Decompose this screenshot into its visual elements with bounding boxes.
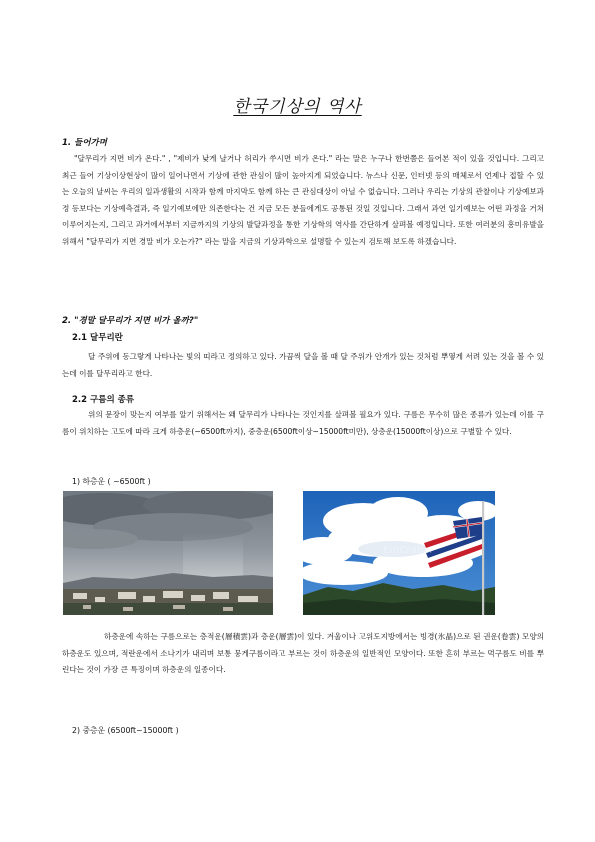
photo-watermark: ErnCraber (383, 545, 434, 556)
subsection-2-1-heading: 2.1 달무리란 (72, 333, 123, 343)
mid-cloud-label: 2) 중층운 (6500ft~15000ft ) (72, 726, 179, 735)
rain-cloud-photo (63, 491, 273, 615)
cumulus-flag-photo (303, 491, 495, 615)
low-cloud-body: 하층운에 속하는 구름으로는 층적운(層積雲)과 층운(層雲)이 있다. 겨울이나 고위도지방에서는 빙경(氷晶)으로 된 권운(卷雲) 모양의 하층운도 있으며, 적란운에서 소나기가 내리며 보통 뭉게구름이라고 부르는 것이 하층운의 일반적인 모양이다. 또한 흔히 부르는 먹구름도 비를 뿌린다는 것이 가장 큰 특징이며 하층운의 일종이다. (62, 632, 544, 675)
subsection-2-2-heading: 2.2 구름의 종류 (72, 395, 135, 405)
section-1-body: "달무리가 지면 비가 온다." , "제비가 낮게 날거나 허리가 쑤시면 비가 온다." 라는 말은 누구나 한번쯤은 들어본 적이 있을 것입니다. 그리고 최근 들어 기상이상현상이 많이 일어나면서 기상에 관한 관심이 많이 높아지게 되었습니다. 뉴스나 신문, 인터넷 등의 매체로서 언제나 접할 수 있는 오늘의 날씨는 우리의 일과생활의 시작과 함께 마지막도 함께 하는 큰 관심대상이 아닐 수 없습니다. 그러나 우리는 기상의 관찰이나 기상예보과정 등보다는 기상예측결과, 즉 일기예보에만 의존한다는 건 지금 모든 분들에게도 공통된 것일 것입니다. 그래서 과연 일기예보는 어떤 과정을 거쳐 이루어지는지, 그리고 과거에서부터 지금까지의 기상의 발달과정을 통한 기상학의 역사를 간단하게 살펴볼 예정입니다. 또한 여러분의 흥미유발을 위해서 "달무리가 지면 경말 비가 오는가?" 라는 말을 지금의 기상과학으로 설명할 수 있는지 검토해 보도록 하겠습니다. (62, 154, 544, 246)
section-1-heading: 1. 들어가며 (62, 138, 107, 148)
low-cloud-label: 1) 하층운 ( ~6500ft ) (72, 477, 151, 486)
subsection-2-2-body: 위의 문장이 맞는지 여부를 알기 위해서는 왜 달무리가 나타나는 것인지를 살펴볼 필요가 있다. 구름은 무수히 많은 종류가 있는데 이를 구름이 위치하는 고도에 따라 크게 하층운(~6500ft까지), 중층운(6500ft이상~15000ft미만), 상층운(15000ft이상)으로 구별할 수 있다. (62, 410, 544, 436)
page-title (0, 92, 595, 117)
page-title-text: 한국기상의 역사 (233, 97, 362, 117)
subsection-2-1-body: 달 주위에 동그랗게 나타나는 빛의 띠라고 정의하고 있다. 가끔씩 달을 볼 때 달 주위가 안개가 있는 것처럼 뿌옇게 서려 있는 것을 볼 수 있는데 이를 달무리라고 한다. (62, 352, 544, 378)
section-2-heading: 2. "경말 달무리가 지면 비가 올까?" (62, 316, 199, 326)
